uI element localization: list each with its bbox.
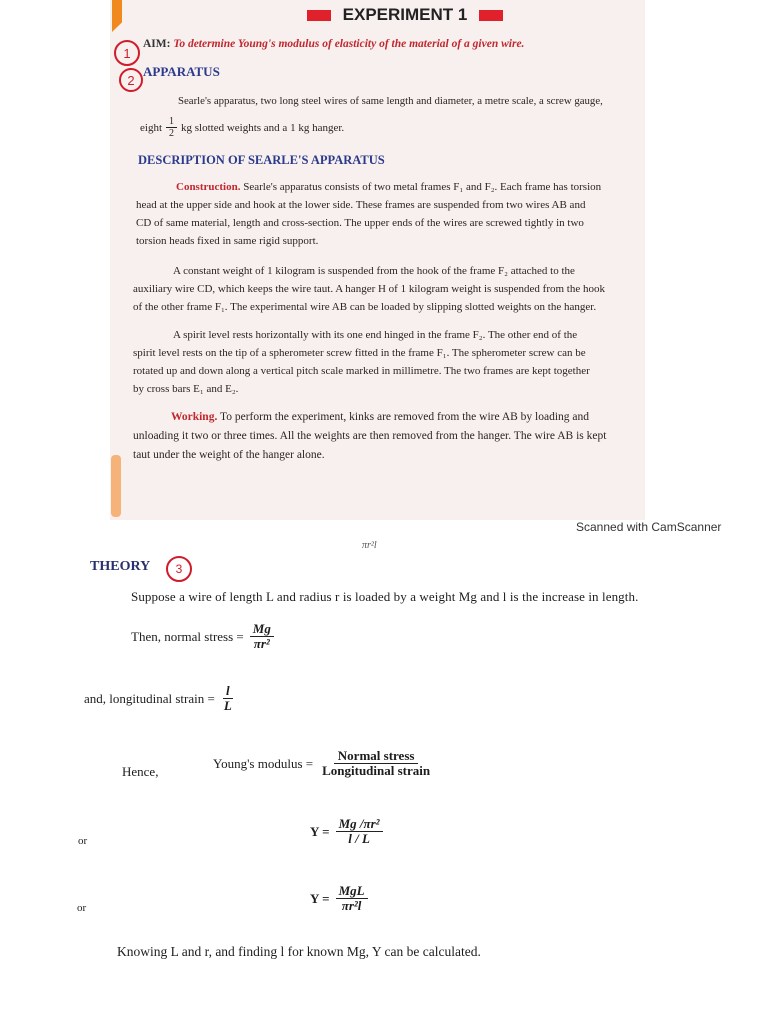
construction-label: Construction. <box>176 181 241 193</box>
youngs-modulus-equation <box>213 749 433 779</box>
y-fraction-2 <box>336 884 368 914</box>
experiment-title-text: EXPERIMENT 1 <box>342 5 468 24</box>
theory-intro: Suppose a wire of length L and radius r is loaded by a weight Mg and l is the increase in length. <box>131 589 639 604</box>
construction-paragraph <box>136 178 646 250</box>
strain-fraction <box>221 684 235 714</box>
y-label-2: Y = <box>310 890 330 906</box>
left-margin <box>0 0 110 520</box>
scribble-text: πr²l <box>362 540 377 551</box>
spirit-level-line: spirit level rests on the tip of a spherometer screw fitted in the frame F₁. The spherometer screw can be <box>133 347 586 359</box>
or-label-2: or <box>77 902 87 914</box>
spirit-level-line: rotated up and down along a vertical pitch scale marked in millimetre. The two frames are kept together <box>133 365 590 377</box>
apparatus-heading: APPARATUS <box>143 64 220 79</box>
strain-numerator: l <box>223 684 233 699</box>
scanner-watermark: Scanned with CamScanner <box>576 520 722 534</box>
hanger-line: of the other frame F₁. The experimental wire AB can be loaded by slipping slotted weights on the hanger. <box>133 301 597 313</box>
working-line: unloading it two or three times. All the weights are then removed from the hanger. The wire AB is kept <box>133 430 607 442</box>
construction-line: CD of same material, length and cross-section. The upper ends of the wires are screwed tightly in two <box>136 217 584 229</box>
aim-label: AIM: <box>143 38 171 50</box>
spirit-level-paragraph <box>133 326 645 398</box>
strain-denominator: L <box>223 698 232 714</box>
hence-label: Hence, <box>122 764 159 779</box>
half-denominator: 2 <box>169 128 174 139</box>
spirit-level-line: A spirit level rests horizontally with its one end hinged in the frame F₂. The other end of the <box>173 329 578 341</box>
spirit-level-line: by cross bars E₁ and E₂. <box>133 383 239 395</box>
stress-label: Then, normal stress = <box>131 628 244 644</box>
page-edge-marker <box>111 455 121 517</box>
working-paragraph <box>133 408 645 465</box>
construction-text: Searle's apparatus consists of two metal frames F₁ and F₂. Each frame has torsion <box>243 181 602 193</box>
ym-numerator: Normal stress <box>334 749 419 764</box>
stress-fraction <box>250 622 274 652</box>
title-bar-left <box>307 10 331 21</box>
annotation-circle-1 <box>114 40 140 66</box>
working-line <box>133 408 645 427</box>
hanger-paragraph <box>133 262 645 316</box>
or-label-1: or <box>78 835 88 847</box>
half-fraction <box>166 116 177 139</box>
annotation-circle-3 <box>166 556 192 582</box>
apparatus-line-2-pre: eight <box>140 121 162 134</box>
title-bar-right <box>479 10 503 21</box>
y2-denominator: πr²l <box>341 898 362 914</box>
hanger-line: A constant weight of 1 kilogram is suspended from the hook of the frame F₂ attached to the <box>173 265 575 277</box>
construction-line <box>136 178 646 196</box>
annotation-number: 3 <box>175 562 183 576</box>
working-line: taut under the weight of the hanger alone. <box>133 449 325 461</box>
strain-label: and, longitudinal strain = <box>84 690 215 706</box>
annotation-circle-2 <box>119 68 143 92</box>
y-equation-1 <box>310 817 383 847</box>
theory-conclusion: Knowing L and r, and finding l for known Mg, Y can be calculated. <box>117 944 481 959</box>
y1-numerator: Mg /πr² <box>336 817 383 832</box>
y2-numerator: MgL <box>336 884 368 899</box>
ym-denominator: Longitudinal strain <box>322 763 431 779</box>
stress-equation <box>131 622 274 652</box>
construction-line: head at the upper side and hook at the lower side. These frames are suspended from two wires AB and <box>136 199 586 211</box>
annotation-number: 2 <box>127 72 135 88</box>
strain-equation <box>84 684 235 714</box>
youngs-modulus-label: Young's modulus = <box>213 755 314 771</box>
half-numerator: 1 <box>166 116 177 128</box>
stress-denominator: πr² <box>253 636 270 652</box>
working-text: To perform the experiment, kinks are removed from the wire AB by loading and <box>220 411 590 423</box>
working-label: Working. <box>171 411 218 423</box>
stress-numerator: Mg <box>250 622 274 637</box>
apparatus-line-2-post: kg slotted weights and a 1 kg hanger. <box>181 121 345 134</box>
annotation-number: 1 <box>123 45 131 61</box>
y-fraction-1 <box>336 817 383 847</box>
theory-heading: THEORY <box>90 559 151 574</box>
y-equation-2 <box>310 884 368 914</box>
construction-line: torsion heads fixed in same rigid support. <box>136 235 319 247</box>
y1-denominator: l / L <box>348 831 370 847</box>
experiment-title <box>290 4 520 26</box>
apparatus-line-2 <box>140 116 344 139</box>
apparatus-line-1: Searle's apparatus, two long steel wires of same length and diameter, a metre scale, a screw gauge, <box>178 95 603 107</box>
aim-line <box>143 38 524 50</box>
y-label-1: Y = <box>310 823 330 839</box>
hanger-line: auxiliary wire CD, which keeps the wire taut. A hanger H of 1 kilogram weight is suspended from the hook <box>133 283 605 295</box>
youngs-modulus-fraction <box>319 749 433 779</box>
aim-text: To determine Young's modulus of elasticity of the material of a given wire. <box>173 38 525 50</box>
description-heading: DESCRIPTION OF SEARLE'S APPARATUS <box>138 153 385 167</box>
